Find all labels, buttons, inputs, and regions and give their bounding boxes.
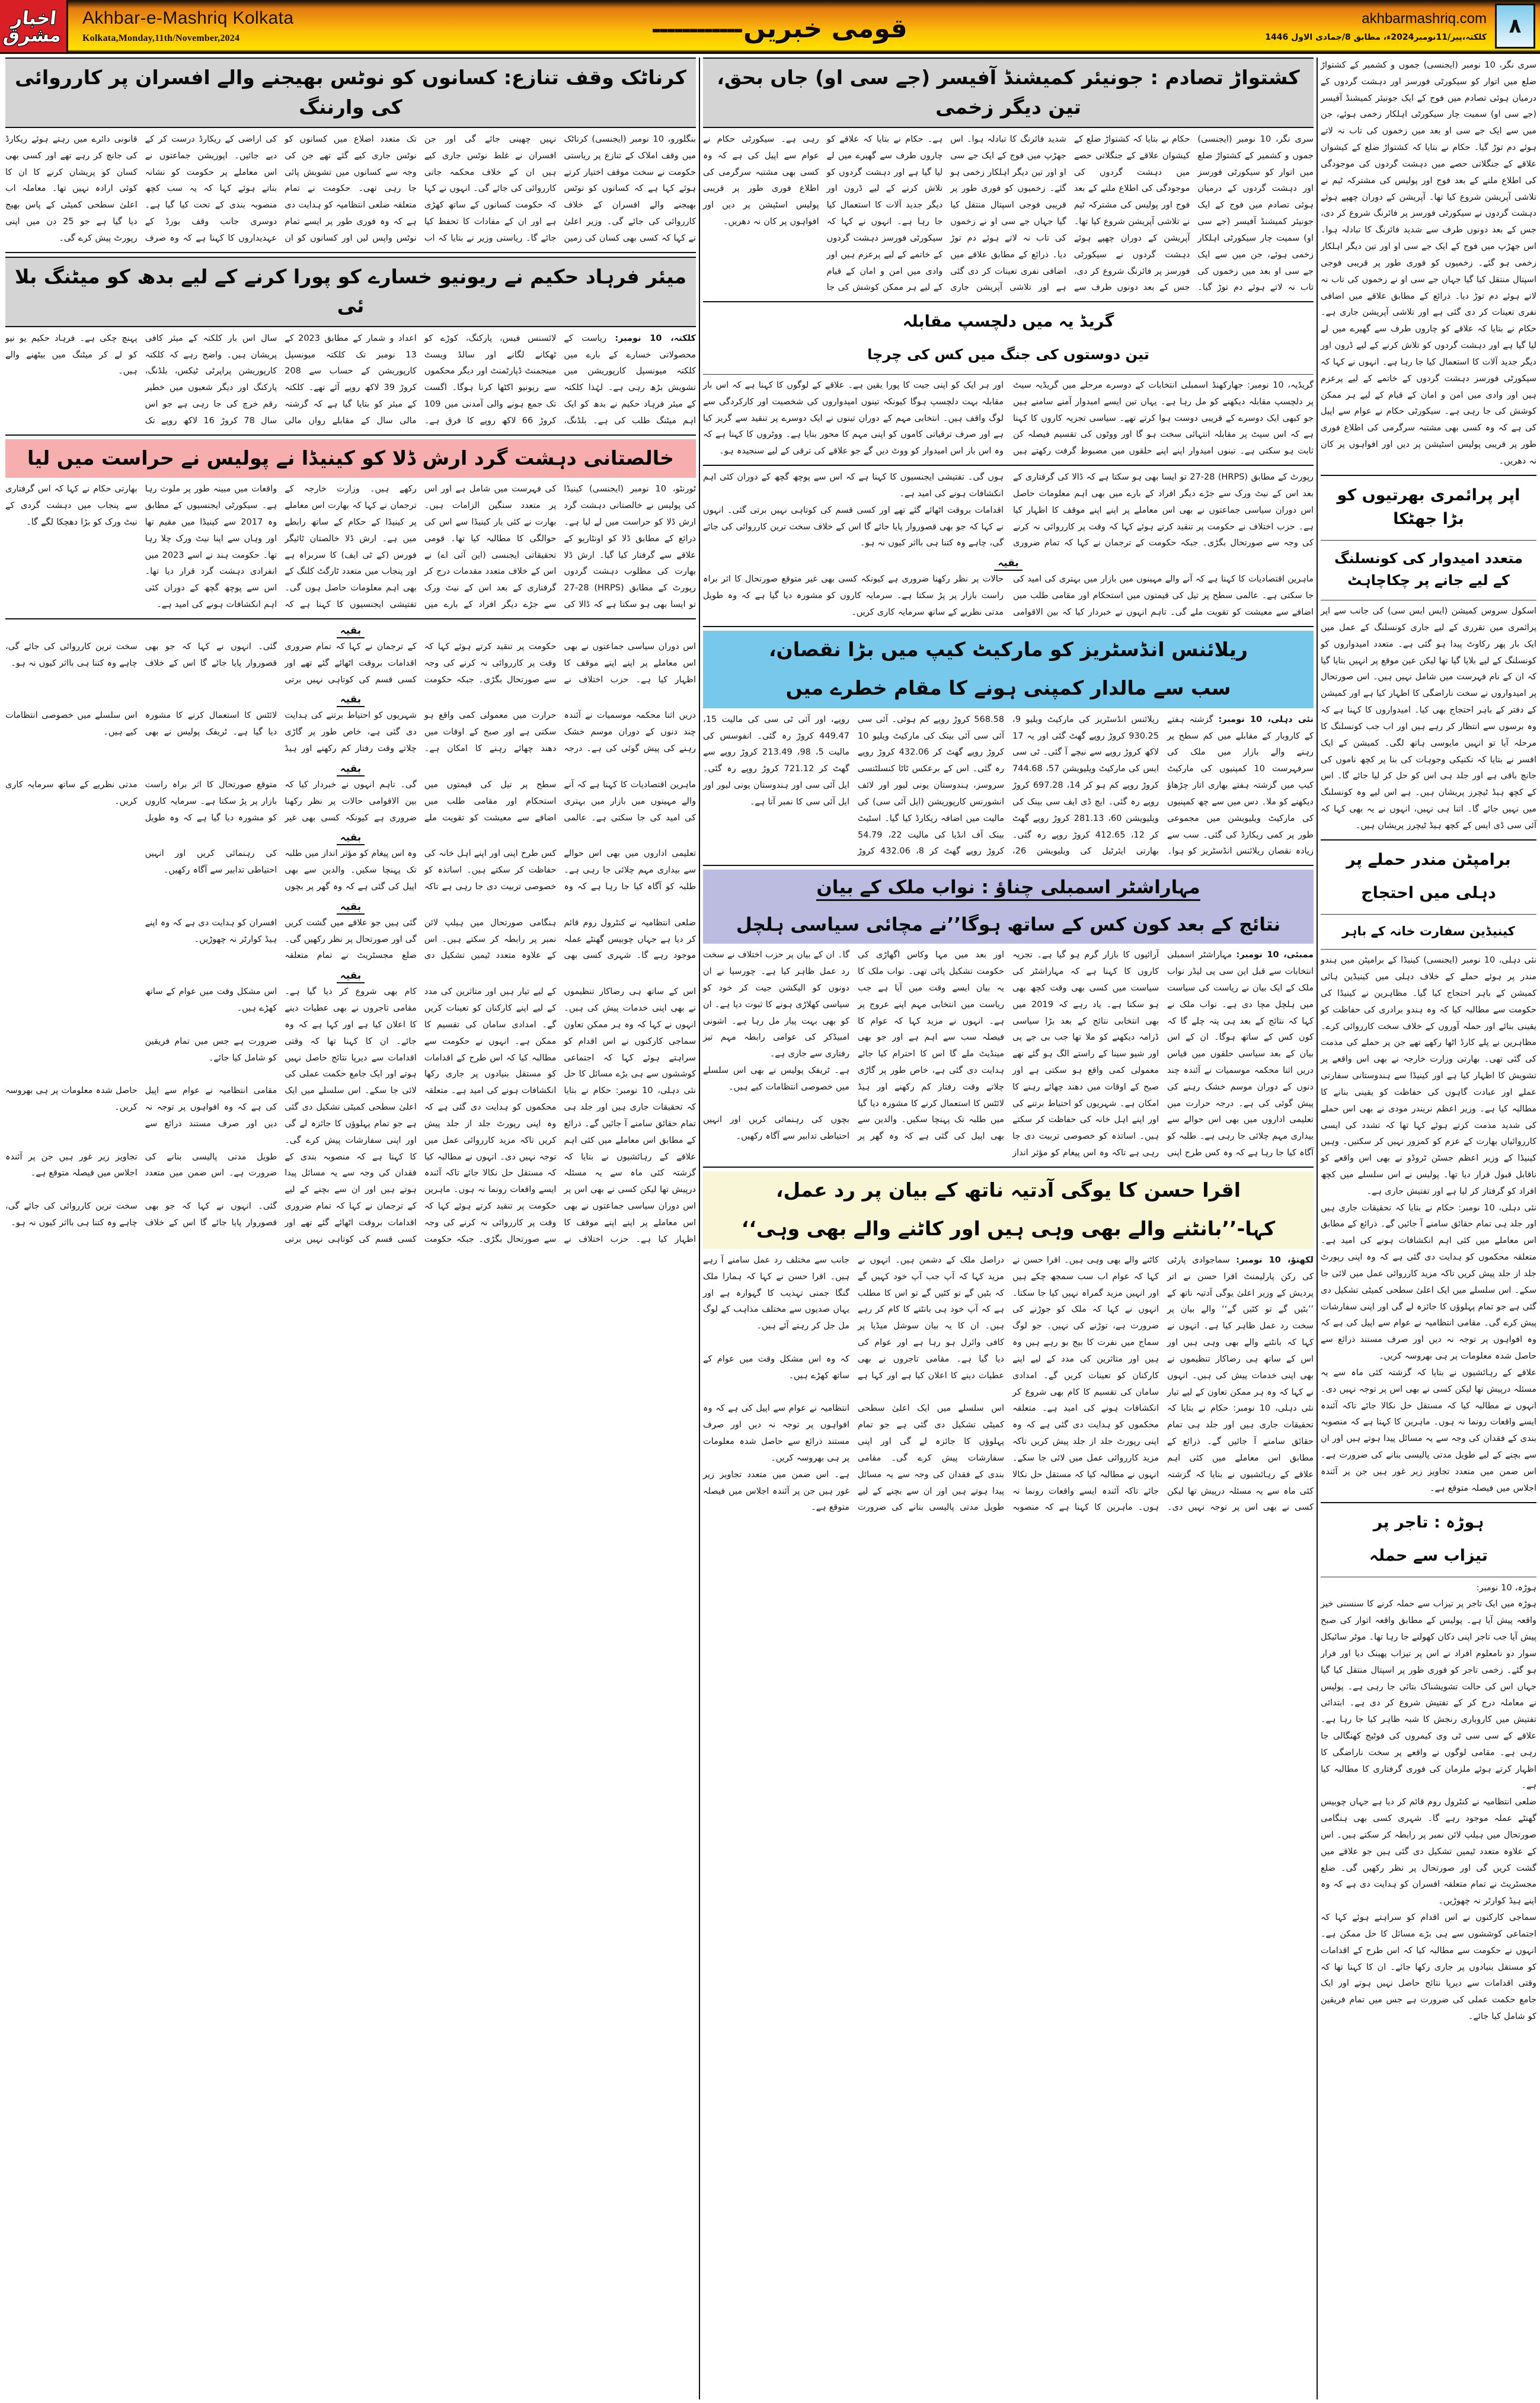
filler-text-c10: اس دوران سیاسی جماعتوں نے بھی اس معاملے پر اپنے اپنے موقف کا اظہار کیا ہے۔ حزب اختلاف نے حکومت پر تنقید کرتے ہوئے کہا کہ وقت پر کارروائی نہ کرنے کی وجہ سے صورتحال بگڑی۔ جبکہ حکومت کے ترجمان نے کہا کہ تمام ضروری اقدامات بروقت اٹھائے گئے تھے اور کسی قسم کی کوتاہی نہیں برتی گئی۔ انہوں نے کہا کہ جو بھی قصوروار پایا جائے گا اس کے خلاف سخت ترین کارروائی کی جائے گی، چاہے وہ کتنا ہی بااثر کیوں نہ ہو۔ (5, 1202, 696, 1244)
article-khalistani (5, 439, 696, 613)
divider (1321, 1502, 1536, 1503)
article-maharashtra-headline-line2: نتائج کے بعد کون کس کے ساتھ ہوگا’’نے مچائی سیاسی ہلچل (703, 907, 1314, 944)
filler-text-b3: دریں اثنا محکمہ موسمیات نے آئندہ چند دنوں کے دوران موسم خشک رہنے کی پیش گوئی کی ہے۔ درجہ حرارت میں معمولی کمی واقع ہو سکتی ہے اور صبح کے اوقات میں دھند چھائے رہنے کا امکان ہے۔ شہریوں کو احتیاط برتنے کی ہدایت دی گئی ہے، خاص طور پر گاڑی چلاتے وقت رفتار کم رکھنے اور ہیڈ لائٹس کا استعمال کرنے کا مشورہ دیا گیا ہے۔ ٹریفک پولیس نے بھی اس سلسلے میں خصوصی انتظامات کیے ہیں۔ (703, 1065, 1314, 1108)
divider (703, 465, 1314, 466)
article-hrps-body: رپورٹ کے مطابق (HRPS) 27-28 تو ایسا بھی ہو سکتا ہے کہ ڈالا کی گرفتاری کے بعد اس کے نیٹ ورک سے جڑے دیگر افراد کے بارے میں بھی اہم معلومات حاصل ہوں گی۔ تفتیشی ایجنسیوں کا کہنا ہے کہ اس سے پوچھ گچھ کے دوران کئی اہم انکشافات ہونے کی امید ہے۔ (703, 472, 1314, 499)
article-khalistani-headline: خالصتانی دہشت گرد ارش ڈلا کو کینیڈا نے پولیس نے حراست میں لیا (5, 439, 696, 478)
article-howrah-headline-line2: تیزاب سے حملہ (1369, 1546, 1488, 1565)
article-iqra-dateline: لکھنؤ، 10 نومبر: (1236, 1255, 1314, 1265)
article-mayor-headline: میئر فرہاد حکیم نے ریونیو خسارے کو پورا کرنے کے لیے بدھ کو میٹنگ بلا ئی (5, 257, 696, 327)
article-maharashtra-dateline: ممبئی، 10 نومبر: (1236, 950, 1314, 960)
article-reliance (703, 631, 1314, 860)
divider (1321, 475, 1536, 476)
article-greater-noida (703, 306, 1314, 460)
filler-text-b6: نئی دہلی، 10 نومبر: حکام نے بتایا کہ تحقیقات جاری ہیں اور جلد ہی تمام حقائق سامنے آ جائیں گے۔ ذرائع کے مطابق اس معاملے میں کئی اہم انکشافات ہونے کی امید ہے۔ متعلقہ محکموں کو ہدایت دی گئی ہے کہ وہ اپنی رپورٹ جلد از جلد پیش کریں تاکہ مزید کارروائی عمل میں لائی جا سکے۔ اس سلسلے میں ایک اعلیٰ سطحی کمیٹی تشکیل دی گئی ہے جو تمام پہلوؤں کا جائزہ لے گی اور اپنی سفارشات پیش کرے گی۔ مقامی انتظامیہ نے عوام سے اپیل کی ہے کہ وہ افواہوں پر توجہ نہ دیں اور صرف مستند ذرائع سے حاصل شدہ معلومات پر ہی بھروسہ کریں۔ (703, 1404, 1314, 1463)
masthead-left (68, 0, 293, 52)
continuation-marker: بقیہ (5, 969, 696, 982)
filler-text-b5: اس کے ساتھ ہی رضاکار تنظیموں نے بھی اپنی خدمات پیش کی ہیں۔ انہوں نے کہا کہ وہ ہر ممکن تعاون کے لیے تیار ہیں اور متاثرین کی مدد کے لیے اپنے کارکنان کو تعینات کریں گے۔ امدادی سامان کی تقسیم کا کام بھی شروع کر دیا گیا ہے۔ مقامی تاجروں نے بھی عطیات دینے کا اعلان کیا ہے اور کہا ہے کہ وہ اس مشکل وقت میں عوام کے ساتھ کھڑے ہیں۔ (703, 1354, 1314, 1397)
divider (1321, 914, 1536, 915)
article-brampton-body: نئی دہلی، 10 نومبر (ایجنسی) کینیڈا کے برامپٹن میں ہندو مندر پر ہوئے حملے کے خلاف دہلی میں کینیڈین ہائی کمیشن کے باہر احتجاج کیا گیا۔ مظاہرین نے کینیڈا کی حکومت سے مطالبہ کیا کہ وہ ہندو برادری کی حفاظت کو یقینی بنائے اور حملہ آوروں کے خلاف سخت کارروائی کرے۔ مظاہرین نے پلے کارڈ اٹھا رکھے تھے جن پر حملے کی مذمت کی گئی تھی۔ بھارتی وزارت خارجہ نے بھی اس واقعے پر تشویش کا اظہار کیا ہے اور کینیڈا سے ہندوستانی سفارتی عملے اور عبادت گاہوں کی حفاظت کو یقینی بنانے کا مطالبہ کیا ہے۔ وزیر اعظم نریندر مودی نے بھی اس حملے کی شدید مذمت کرتے ہوئے کہا تھا کہ تشدد کی ایسی کارروائیاں بھارت کے عزم کو کمزور نہیں کر سکتیں۔ وہیں کینیڈا کے وزیر اعظم جسٹن ٹروڈو نے بھی اس واقعے کو ناقابل قبول قرار دیا تھا۔ پولیس نے اس سلسلے میں کچھ افراد کو گرفتار کر لیا ہے اور تفتیش جاری ہے۔ (1321, 956, 1536, 1196)
filler-text-c7: سماجی کارکنوں نے اس اقدام کو سراہتے ہوئے کہا کہ اجتماعی کوششوں سے ہی بڑے مسائل کا حل ممکن ہے۔ انہوں نے حکومت سے مطالبہ کیا کہ اس طرح کے اقدامات کو مستقل بنیادوں پر جاری رکھا جائے۔ ان کا کہنا تھا کہ وقتی اقدامات سے دیرپا نتائج حاصل نہیں ہوتے اور ایک جامع حکمت عملی کی ضرورت ہے جس میں تمام فریقین کو شامل کیا جائے۔ (145, 1036, 696, 1079)
filler-text-c8: نئی دہلی، 10 نومبر: حکام نے بتایا کہ تحقیقات جاری ہیں اور جلد ہی تمام حقائق سامنے آ جائیں گے۔ ذرائع کے مطابق اس معاملے میں کئی اہم انکشافات ہونے کی امید ہے۔ متعلقہ محکموں کو ہدایت دی گئی ہے کہ وہ اپنی رپورٹ جلد از جلد پیش کریں تاکہ مزید کارروائی عمل میں لائی جا سکے۔ اس سلسلے میں ایک اعلیٰ سطحی کمیٹی تشکیل دی گئی ہے جو تمام پہلوؤں کا جائزہ لے گی اور اپنی سفارشات پیش کرے گی۔ مقامی انتظامیہ نے عوام سے اپیل کی ہے کہ وہ افواہوں پر توجہ نہ دیں اور صرف مستند ذرائع سے حاصل شدہ معلومات پر ہی بھروسہ کریں۔ (5, 1086, 696, 1145)
column-center (703, 57, 1314, 2399)
article-howrah (1321, 1507, 1536, 2025)
column-left (5, 57, 696, 2399)
divider (1321, 949, 1536, 950)
masthead (0, 0, 1540, 54)
article-greater-noida-headline-line2: تین دوستوں کی جنگ میں کس کی چرچا (867, 346, 1149, 363)
article-greater-noida-dateline: گریڈیہ، 10 نومبر: (1247, 380, 1314, 390)
article-upper-primary-subhead: متعدد امیدوار کی کونسلنگ کے لیے جانے پر چکاچاہٹ (1334, 549, 1523, 589)
page-number: ٨ (1509, 14, 1522, 38)
column-divider (1317, 57, 1318, 2399)
article-reliance-body (703, 712, 1314, 860)
article-maharashtra-headline-line1 (703, 870, 1314, 907)
continuation-marker: بقیہ (5, 831, 696, 843)
article-mayor (5, 257, 696, 430)
masthead-dateline-urdu: کلکتہ،پیر/11نومبر2024ء، مطابق 8/جمادی الاول 1446 (1265, 32, 1487, 42)
filler-text-c1: اس دوران سیاسی جماعتوں نے بھی اس معاملے پر اپنے اپنے موقف کا اظہار کیا ہے۔ حزب اختلاف نے حکومت پر تنقید کرتے ہوئے کہا کہ وقت پر کارروائی نہ کرنے کی وجہ سے صورتحال بگڑی۔ جبکہ حکومت کے ترجمان نے کہا کہ تمام ضروری اقدامات بروقت اٹھائے گئے تھے اور کسی قسم کی کوتاہی نہیں برتی گئی۔ انہوں نے کہا کہ جو بھی قصوروار پایا جائے گا اس کے خلاف سخت ترین کارروائی کی جائے گی، چاہے وہ کتنا ہی بااثر کیوں نہ ہو۔ (5, 641, 696, 685)
filler-text-c5: ضلعی انتظامیہ نے کنٹرول روم قائم کر دیا ہے جہاں چوبیس گھنٹے عملہ موجود رہے گا۔ شہری کسی بھی ہنگامی صورتحال میں ہیلپ لائن نمبر پر رابطہ کر سکتے ہیں۔ اس کے علاوہ متعدد ٹیمیں تشکیل دی گئی ہیں جو علاقے میں گشت کریں گی اور صورتحال پر نظر رکھیں گی۔ ضلع مجسٹریٹ نے تمام متعلقہ افسران کو ہدایت دی ہے کہ وہ اپنے ہیڈ کوارٹر نہ چھوڑیں۔ (145, 918, 696, 961)
divider (5, 434, 696, 436)
article-kishtwar (703, 57, 1314, 296)
article-kishtwar-body-right: سری نگر، 10 نومبر (ایجنسی) جموں و کشمیر کے کشتواڑ ضلع میں اتوار کو سیکورٹی فورسز اور دہشت گردوں کے درمیان ہوئی تصادم میں فوج کے ایک جونیئر کمیشنڈ آفیسر (جے سی او) سمیت چار سیکورٹی اہلکار زخمی ہوئے، جن میں سے ایک جے سی او بعد میں زخموں کی تاب نہ لاتے ہوئے دم توڑ گیا۔ حکام نے بتایا کہ کشتواڑ ضلع کے کیشوان علاقے کے جنگلاتی حصے میں دہشت گردوں کی موجودگی کی اطلاع ملنے کے بعد فوج اور پولیس کی مشترکہ ٹیم نے تلاشی آپریشن شروع کیا تھا۔ آپریشن کے دوران چھپے ہوئے دہشت گردوں نے سیکورٹی فورسز پر فائرنگ شروع کر دی، جس کے بعد دونوں طرف سے شدید فائرنگ کا تبادلہ ہوا۔ اس جھڑپ میں فوج کے ایک جے سی او اور تین دیگر اہلکار زخمی ہو گئے۔ زخمیوں کو فوری طور پر قریبی فوجی اسپتال منتقل کیا گیا جہاں جے سی او نے زخموں کی تاب نہ لاتے ہوئے دم توڑ دیا۔ ذرائع کے مطابق علاقے میں اضافی نفری تعینات کر دی گئی ہے اور تلاشی آپریشن جاری ہے۔ حکام نے بتایا کہ علاقے کو چاروں طرف سے گھیرے میں لے لیا گیا ہے اور دہشت گردوں کو تلاش کرنے کے لیے ڈرون اور دیگر جدید آلات کا استعمال کیا جا رہا ہے۔ انہوں نے کہا کہ سیکورٹی فورسز دہشت گردوں کے خاتمے کے لیے پرعزم ہیں اور وادی میں امن و امان کے قیام کے لیے ہر ممکن کوشش کی جا رہی ہے۔ سیکورٹی حکام نے عوام سے اپیل کی ہے کہ وہ کسی بھی مشتبہ سرگرمی کی اطلاع فوری طور پر قریبی پولیس اسٹیشن پر دیں اور افواہوں پر کان نہ دھریں۔ (1321, 60, 1536, 466)
continuation-marker: بقیہ (5, 900, 696, 913)
article-khalistani-body: ٹورنٹو، 10 نومبر (ایجنسی) کینیڈا کی پولیس نے خالصتانی دہشت گرد ارش ڈلا کو حراست میں لے لیا ہے۔ ذرائع کے مطابق ڈلا کو اونٹاریو کے علاقے سے گرفتار کیا گیا۔ ارش ڈلا بھارت کی مطلوب دہشت گردوں کی فہرست میں شامل ہے اور اس پر متعدد سنگین الزامات ہیں۔ بھارت نے کئی بار کینیڈا سے اس کی حوالگی کا مطالبہ کیا تھا۔ قومی تحقیقاتی ایجنسی (این آئی اے) نے اس کے خلاف متعدد مقدمات درج کر رکھے ہیں۔ وزارت خارجہ کے ترجمان نے کہا کہ بھارت اس معاملے پر کینیڈا کے حکام کے ساتھ رابطے میں ہے۔ ارش ڈلا خالصتان ٹائیگر فورس (کے ٹی ایف) کا سربراہ ہے اور پنجاب میں متعدد ٹارگٹ کلنگ کے واقعات میں مبینہ طور پر ملوث رہا ہے۔ سیکورٹی ایجنسیوں کے مطابق وہ 2017 سے کینیڈا میں مقیم تھا اور وہاں سے اپنا نیٹ ورک چلا رہا تھا۔ حکومت ہند نے اسے 2023 میں انفرادی دہشت گرد قرار دیا تھا۔ بھارتی حکام نے کہا کہ اس گرفتاری سے پنجاب میں دہشت گردی کے نیٹ ورک کو بڑا دھچکا لگے گا۔ (5, 484, 696, 577)
article-howrah-body: ہوڑہ میں ایک تاجر پر تیزاب سے حملہ کرنے کا سنسنی خیز واقعہ پیش آیا ہے۔ پولیس کے مطابق واقعہ اتوار کی صبح پیش آیا جب تاجر اپنی دکان کھولنے جا رہا تھا۔ موٹر سائیکل سوار دو نامعلوم افراد نے اس پر تیزاب پھینک دیا اور فرار ہو گئے۔ زخمی تاجر کو فوری طور پر اسپتال منتقل کیا گیا جہاں اس کی حالت تشویشناک بتائی جا رہی ہے۔ پولیس نے معاملہ درج کر کے تفتیش شروع کر دی ہے۔ ابتدائی تفتیش میں کاروباری رنجش کا شبہ ظاہر کیا جا رہا ہے۔ علاقے کے سی سی ٹی وی کیمروں کی فوٹیج کھنگالی جا رہی ہے۔ مقامی لوگوں نے واقعے پر سخت ناراضگی کا اظہار کرتے ہوئے ملزمان کی فوری گرفتاری کا مطالبہ کیا ہے۔ (1321, 1599, 1536, 1791)
article-iqra-headline-line1: اقرا حسن کا یوگی آدتیہ ناتھ کے بیان پر رد عمل، (703, 1171, 1314, 1210)
article-upper-primary-body: اسکول سروس کمیشن (ایس ایس سی) کی جانب سے اپر پرائمری میں تقرری کے لیے جاری کونسلنگ کے عمل میں ایک بار پھر رکاوٹ پیدا ہو گئی ہے۔ متعدد امیدواروں کو کونسلنگ کے لیے بلایا گیا تھا لیکن عین موقع پر انہیں بتایا گیا کہ ان کے نام فہرست میں شامل نہیں ہیں۔ اس صورتحال پر امیدواروں نے سخت ناراضگی کا اظہار کیا ہے اور کمیشن کے دفتر کے باہر احتجاج بھی کیا۔ امیدواروں کا کہنا ہے کہ وہ برسوں سے انتظار کر رہے ہیں اور اب جب کونسلنگ کا مرحلہ آیا تو انہیں مایوسی ہاتھ لگی۔ کمیشن کے ایک افسر نے بتایا کہ تکنیکی وجوہات کی بنا پر کچھ ناموں کی جانچ باقی ہے اور جلد ہی اس کو حل کر لیا جائے گا۔ اس کے کچھ ہیڈ ٹیچرز پریشان ہیں۔ ہے اس لیے وہ کونسلنگ میں نہیں جائے گا۔ اتنا ہی نہیں، انہوں نے یہ بھی کہا کہ آئی سی ڈی ایس کے کچھ ہیڈ ٹیچرز پریشان ہیں۔ (1321, 606, 1536, 830)
article-reliance-headline-line1: ریلائنس انڈسٹریز کو مارکیٹ کیپ میں بڑا نقصان، (703, 631, 1314, 670)
filler-text-a4: سماجی کارکنوں نے اس اقدام کو سراہتے ہوئے کہا کہ اجتماعی کوششوں سے ہی بڑے مسائل کا حل ممکن ہے۔ انہوں نے حکومت سے مطالبہ کیا کہ اس طرح کے اقدامات کو مستقل بنیادوں پر جاری رکھا جائے۔ ان کا کہنا تھا کہ وقتی اقدامات سے دیرپا نتائج حاصل نہیں ہوتے اور ایک جامع حکمت عملی کی ضرورت ہے جس میں تمام فریقین کو شامل کیا جائے۔ (1321, 1913, 1536, 2022)
article-reliance-dateline: نئی دہلی، 10 نومبر: (1218, 714, 1314, 724)
continuation-block-1 (5, 624, 696, 1248)
continuation-marker: بقیہ (5, 693, 696, 705)
divider (5, 252, 696, 253)
article-maharashtra (703, 870, 1314, 1162)
continuation-marker: بقیہ (5, 624, 696, 637)
filler-text-b1: اس دوران سیاسی جماعتوں نے بھی اس معاملے پر اپنے اپنے موقف کا اظہار کیا ہے۔ حزب اختلاف نے حکومت پر تنقید کرتے ہوئے کہا کہ وقت پر کارروائی نہ کرنے کی وجہ سے صورتحال بگڑی۔ جبکہ حکومت کے ترجمان نے کہا کہ تمام ضروری اقدامات بروقت اٹھائے گئے تھے اور کسی قسم کی کوتاہی نہیں برتی گئی۔ انہوں نے کہا کہ جو بھی قصوروار پایا جائے گا اس کے خلاف سخت ترین کارروائی کی جائے گی، چاہے وہ کتنا ہی بااثر کیوں نہ ہو۔ (703, 505, 1314, 548)
filler-text-b7: علاقے کے رہائشیوں نے بتایا کہ گزشتہ کئی ماہ سے یہ مسئلہ درپیش تھا لیکن کسی نے بھی اس پر توجہ نہیں دی۔ انہوں نے مطالبہ کیا کہ مستقل حل نکالا جائے تاکہ آئندہ ایسے واقعات رونما نہ ہوں۔ ماہرین کا کہنا ہے کہ منصوبہ بندی کے فقدان کی وجہ سے یہ مسائل پیدا ہوتے ہیں اور ان سے بچنے کے لیے طویل مدتی پالیسی بنانے کی ضرورت ہے۔ اس ضمن میں متعدد تجاویز زیر غور ہیں جن پر آئندہ اجلاس میں فیصلہ متوقع ہے۔ (703, 1469, 1314, 1513)
article-karnataka-body: بنگلورو، 10 نومبر (ایجنسی) کرناٹک میں وقف املاک کے تنازع پر ریاستی حکومت نے سخت موقف اختیار کرتے ہوئے کہا ہے کہ کسانوں کو نوٹس بھیجنے والے افسران کے خلاف کارروائی کی جائے گی۔ وزیر اعلیٰ نے کہا کہ کسی بھی کسان کی زمین نہیں چھینی جائے گی اور جن افسران نے غلط نوٹس جاری کیے ہیں ان کے خلاف محکمہ جاتی کارروائی کی جائے گی۔ انہوں نے کہا کہ حکومت کسانوں کے ساتھ کھڑی ہے اور ان کے مفادات کا تحفظ کیا جائے گا۔ ریاستی وزیر نے بتایا کہ اب تک متعدد اضلاع میں کسانوں کو نوٹس جاری کیے گئے تھے جن کی وجہ سے کسانوں میں تشویش پائی جا رہی تھی۔ حکومت نے تمام متعلقہ ضلعی انتظامیہ کو ہدایت دی ہے کہ وہ فوری طور پر ایسے تمام نوٹس واپس لیں اور کسانوں کو ان کی اراضی کے ریکارڈ درست کر کے دیے جائیں۔ اپوزیشن جماعتوں نے اس معاملے پر حکومت کو نشانہ بناتے ہوئے کہا کہ یہ سب کچھ منصوبہ بندی کے تحت کیا گیا ہے۔ دوسری جانب وقف بورڈ کے عہدیداروں کا کہنا ہے کہ وہ صرف قانونی دائرے میں رہتے ہوئے ریکارڈ کی جانچ کر رہے تھے اور کسی بھی کسان کو پریشان کرنے کا ان کا کوئی ارادہ نہیں تھا۔ معاملہ اب اعلیٰ سطحی کمیٹی کے پاس بھیج دیا گیا ہے جو 25 دن میں اپنی رپورٹ پیش کرے گی۔ (5, 135, 696, 243)
article-greater-noida-text: جھارکھنڈ اسمبلی انتخابات کے دوسرے مرحلے میں گریڈیہ سیٹ پر دلچسپ مقابلہ دیکھنے کو مل رہا ہے۔ یہاں تین ایسے امیدوار آمنے سامنے ہیں جو کبھی ایک دوسرے کے قریبی دوست ہوا کرتے تھے۔ سیاسی تجزیہ کاروں کا کہنا ہے کہ اس سیٹ پر مقابلہ انتہائی سخت ہو گا اور ووٹوں کی تقسیم فیصلہ کن ثابت ہو سکتی ہے۔ تینوں امیدوار اپنے اپنے حلقوں میں مضبوط گرفت رکھتے ہیں اور ہر ایک کو اپنی جیت کا پورا یقین ہے۔ علاقے کے لوگوں کا کہنا ہے کہ اس بار مقابلہ بہت دلچسپ ہوگا کیونکہ تینوں امیدواروں کی شخصیت اور کارکردگی سے لوگ واقف ہیں۔ انتخابی مہم کے دوران تینوں نے ایک دوسرے پر تنقید سے گریز کیا ہے اور صرف ترقیاتی کاموں کو اپنی مہم کا محور بنایا ہے۔ ووٹروں کا کہنا ہے کہ وہ اس بار اس امیدوار کو ووٹ دیں گے جو علاقے کی ترقی کے لیے سنجیدہ ہو۔ (703, 380, 1314, 456)
filler-text-b4: تعلیمی اداروں میں بھی اس حوالے سے بیداری مہم چلائی جا رہی ہے۔ طلبہ کو آگاہ کیا جا رہا ہے کہ وہ کس طرح اپنی اور اپنے اہل خانہ کی حفاظت کر سکتے ہیں۔ اساتذہ کو خصوصی تربیت دی جا رہی ہے تاکہ وہ اس پیغام کو مؤثر انداز میں طلبہ تک پہنچا سکیں۔ والدین سے بھی اپیل کی گئی ہے کہ وہ گھر پر بچوں کی رہنمائی کریں اور انہیں احتیاطی تدابیر سے آگاہ رکھیں۔ (703, 1115, 1314, 1158)
article-hrps-continuation (703, 469, 1314, 621)
article-reliance-headline-line2: سب سے مالدار کمپنی ہونے کا مقام خطرے میں (703, 669, 1314, 708)
divider (703, 374, 1314, 375)
divider (703, 865, 1314, 866)
article-maharashtra-headline-line1-text: مہاراشٹر اسمبلی چناؤ : نواب ملک کے بیان (816, 877, 1200, 901)
article-upper-primary (1321, 480, 1536, 835)
article-greater-noida-headline-line1: گریڈ یہ میں دلچسپ مقابلہ (902, 312, 1114, 331)
article-maharashtra-body (703, 947, 1314, 1063)
masthead-right (1265, 0, 1495, 52)
filler-text-c4: تعلیمی اداروں میں بھی اس حوالے سے بیداری مہم چلائی جا رہی ہے۔ طلبہ کو آگاہ کیا جا رہا ہے کہ وہ کس طرح اپنی اور اپنے اہل خانہ کی حفاظت کر سکتے ہیں۔ اساتذہ کو خصوصی تربیت دی جا رہی ہے تاکہ وہ اس پیغام کو مؤثر انداز میں طلبہ تک پہنچا سکیں۔ والدین سے بھی اپیل کی گئی ہے کہ وہ گھر پر بچوں کی رہنمائی کریں اور انہیں احتیاطی تدابیر سے آگاہ رکھیں۔ (145, 849, 696, 891)
article-kishtwar-body: سری نگر، 10 نومبر (ایجنسی) جموں و کشمیر کے کشتواڑ ضلع میں اتوار کو سیکورٹی فورسز اور دہشت گردوں کے درمیان ہوئی تصادم میں فوج کے ایک جونیئر کمیشنڈ آفیسر (جے سی او) سمیت چار سیکورٹی اہلکار زخمی ہوئے، جن میں سے ایک جے سی او بعد میں زخموں کی تاب نہ لاتے ہوئے دم توڑ گیا۔ حکام نے بتایا کہ کشتواڑ ضلع کے کیشوان علاقے کے جنگلاتی حصے میں دہشت گردوں کی موجودگی کی اطلاع ملنے کے بعد فوج اور پولیس کی مشترکہ ٹیم نے تلاشی آپریشن شروع کیا تھا۔ آپریشن کے دوران چھپے ہوئے دہشت گردوں نے سیکورٹی فورسز پر فائرنگ شروع کر دی، جس کے بعد دونوں طرف سے شدید فائرنگ کا تبادلہ ہوا۔ اس جھڑپ میں فوج کے ایک جے سی او اور تین دیگر اہلکار زخمی ہو گئے۔ زخمیوں کو فوری طور پر قریبی فوجی اسپتال منتقل کیا گیا جہاں جے سی او نے زخموں کی تاب نہ لاتے ہوئے دم توڑ دیا۔ ذرائع کے مطابق علاقے میں اضافی نفری تعینات کر دی گئی ہے اور تلاشی آپریشن جاری ہے۔ حکام نے بتایا کہ علاقے کو چاروں طرف سے گھیرے میں لے لیا گیا ہے اور دہشت گردوں کو تلاش کرنے کے لیے ڈرون اور دیگر جدید آلات کا استعمال کیا جا رہا ہے۔ انہوں نے کہا کہ سیکورٹی فورسز دہشت گردوں کے خاتمے کے لیے پرعزم ہیں اور وادی میں امن و امان کے قیام کے لیے ہر ممکن کوشش کی جا رہی ہے۔ سیکورٹی حکام نے عوام سے اپیل کی ہے کہ وہ کسی بھی مشتبہ سرگرمی کی اطلاع فوری طور پر قریبی پولیس اسٹیشن پر دیں اور افواہوں پر کان نہ دھریں۔ (703, 135, 1314, 293)
article-howrah-dateline: ہوڑہ، 10 نومبر: (1476, 1583, 1536, 1593)
article-iqra-headline-line2: کہا-’’بانٹنے والے بھی وہی ہیں اور کاٹنے والے بھی وہی‘‘ (703, 1210, 1314, 1249)
article-mayor-text: ریاست کے محصولاتی خسارے کے بارے میں کلکتہ میونسپل کارپوریشن میں تشویش بڑھ رہی ہے۔ لہٰذا کلکتہ کے میئر فرہاد حکیم نے بدھ کو ایک اہم میٹنگ طلب کی ہے۔ بلڈنگ، لائسنس فیس، پارکنگ، کوڑے کو ٹھکانے لگانے اور سالڈ ویسٹ مینجمنٹ ڈپارٹمنٹ اور دیگر محکموں سے ریونیو اکٹھا کرنا ہوگا۔ اگست تک جمع ہونے والی آمدنی میں 109 کروڑ 66 لاکھ روپے کا فرق ہے۔ اعداد و شمار کے مطابق 2023 کے 13 نومبر تک کلکتہ میونسپل کارپوریشن کے حساب سے 208 کروڑ 39 لاکھ روپے آئے تھے۔ کلکتہ کے میئر کو بتایا گیا ہے کہ گزشتہ مالی سال کے مقابلے رواں مالی سال اس بار کلکتہ کے میئر کافی پریشان ہیں۔ واضح رہے کہ کلکتہ کارپوریشن پراپرٹی ٹیکس، بلڈنگ، پارکنگ اور دیگر شعبوں میں خطیر رقم خرچ کی جا رہی ہے جو اس سال 78 کروڑ 16 لاکھ روپے تک پہنچ چکی ہے۔ فرہاد حکیم یو نیو کو لے کر میٹنگ میں بیٹھنے والے ہیں۔ (5, 333, 696, 426)
article-mayor-body (5, 331, 696, 430)
filler-text-c2: دریں اثنا محکمہ موسمیات نے آئندہ چند دنوں کے دوران موسم خشک رہنے کی پیش گوئی کی ہے۔ درجہ حرارت میں معمولی کمی واقع ہو سکتی ہے اور صبح کے اوقات میں دھند چھائے رہنے کا امکان ہے۔ شہریوں کو احتیاط برتنے کی ہدایت دی گئی ہے، خاص طور پر گاڑی چلاتے وقت رفتار کم رکھنے اور ہیڈ لائٹس کا استعمال کرنے کا مشورہ دیا گیا ہے۔ ٹریفک پولیس نے بھی اس سلسلے میں خصوصی انتظامات کیے ہیں۔ (5, 711, 696, 754)
article-karnataka (5, 57, 696, 247)
masthead-logo[interactable] (0, 0, 68, 52)
divider (5, 618, 696, 619)
filler-text-b2: ماہرین اقتصادیات کا کہنا ہے کہ آنے والے مہینوں میں بازار میں بہتری کی امید کی جا سکتی ہے۔ عالمی سطح پر تیل کی قیمتوں میں استحکام اور مقامی طلب میں اضافے سے معیشت کو تقویت ملے گی۔ تاہم انہوں نے خبردار کیا کہ بین الاقوامی حالات پر نظر رکھنا ضروری ہے کیونکہ کسی بھی غیر متوقع صورتحال کا اثر براہ راست بازار پر پڑ سکتا ہے۔ سرمایہ کاروں کو مشورہ دیا گیا ہے کہ وہ طویل مدتی نظریے کے ساتھ سرمایہ کاری کریں۔ (703, 574, 1314, 617)
column-right-narrow (1321, 57, 1536, 2399)
filler-text-a1: نئی دہلی، 10 نومبر: حکام نے بتایا کہ تحقیقات جاری ہیں اور جلد ہی تمام حقائق سامنے آ جائیں گے۔ ذرائع کے مطابق اس معاملے میں کئی اہم انکشافات ہونے کی امید ہے۔ متعلقہ محکموں کو ہدایت دی گئی ہے کہ وہ اپنی رپورٹ جلد از جلد پیش کریں تاکہ مزید کارروائی عمل میں لائی جا سکے۔ اس سلسلے میں ایک اعلیٰ سطحی کمیٹی تشکیل دی گئی ہے جو تمام پہلوؤں کا جائزہ لے گی اور اپنی سفارشات پیش کرے گی۔ مقامی انتظامیہ نے عوام سے اپیل کی ہے کہ وہ افواہوں پر توجہ نہ دیں اور صرف مستند ذرائع سے حاصل شدہ معلومات پر ہی بھروسہ کریں۔ (1321, 1203, 1536, 1362)
article-greater-noida-body (703, 378, 1314, 460)
masthead-center (293, 0, 1265, 52)
divider (703, 301, 1314, 302)
filler-text-a3: ضلعی انتظامیہ نے کنٹرول روم قائم کر دیا ہے جہاں چوبیس گھنٹے عملہ موجود رہے گا۔ شہری کسی بھی ہنگامی صورتحال میں ہیلپ لائن نمبر پر رابطہ کر سکتے ہیں۔ اس کے علاوہ متعدد ٹیمیں تشکیل دی گئی ہیں جو علاقے میں گشت کریں گی اور صورتحال پر نظر رکھیں گی۔ ضلع مجسٹریٹ نے تمام متعلقہ افسران کو ہدایت دی ہے کہ وہ اپنے ہیڈ کوارٹر نہ چھوڑیں۔ (1321, 1797, 1536, 1906)
article-maharashtra-text: مہاراشٹر اسمبلی انتخابات سے قبل این سی پی لیڈر نواب ملک کے ایک بیان نے ریاست کی سیاست میں ہلچل مچا دی ہے۔ نواب ملک نے کہا کہ نتائج کے بعد ہی پتہ چلے گا کہ کون کس کے ساتھ ہوگا۔ ان کے اس بیان کے بعد سیاسی حلقوں میں قیاس آرائیوں کا بازار گرم ہو گیا ہے۔ تجزیہ کاروں کا کہنا ہے کہ مہاراشٹر کی سیاست میں کسی بھی وقت کچھ بھی ہو سکتا ہے۔ یاد رہے کہ 2019 میں بھی انتخابی نتائج کے بعد بڑا سیاسی ڈرامہ دیکھنے کو ملا تھا جب بی جے پی اور شیو سینا کے راستے الگ ہو گئے تھے اور بعد میں مہا وکاس اگھاڑی کی حکومت تشکیل پائی تھی۔ نواب ملک کا یہ بیان ایسے وقت میں آیا ہے جب ریاست میں انتخابی مہم اپنے عروج پر ہے۔ انہوں نے مزید کہا کہ عوام کا فیصلہ سب سے اہم ہے اور جو بھی مینڈیٹ ملے گا اس کا احترام کیا جائے گا۔ ان کے بیان پر حزب اختلاف نے سخت رد عمل ظاہر کیا ہے۔ چورسیا نے ان دونوں کو الیکشن جیت کر خود کو سیاسی کھلاڑی ہونے کا ثبوت دیا ہے۔ ان کو بھی بہت پیار مل رہا ہے۔ اشونی امبیڈکر کی عوامی رابطہ مہم تیز رفتاری سے جاری ہے۔ (703, 950, 1314, 1059)
article-karnataka-headline: کرناٹک وقف تنازع: کسانوں کو نوٹس بھیجنے والے افسران پر کارروائی کی وارننگ (5, 57, 696, 128)
article-brampton (1321, 844, 1536, 1497)
article-brampton-subhead: کینیڈین سفارت خانہ کے باہر (1342, 924, 1515, 938)
article-howrah-headline-line1: ہوڑہ : تاجر پر (1373, 1513, 1484, 1532)
page-body (0, 54, 1540, 2403)
section-title-urdu: قومی خبریں (743, 13, 908, 44)
article-hrps-note: رپورٹ کے مطابق (HRPS) 27-28 تو ایسا بھی ہو سکتا ہے کہ ڈالا کی گرفتاری کے بعد اس کے نیٹ ورک سے جڑے دیگر افراد کے بارے میں بھی اہم معلومات حاصل ہوں گی۔ تفتیشی ایجنسیوں کا کہنا ہے کہ اس سے پوچھ گچھ کے دوران کئی اہم انکشافات ہونے کی امید ہے۔ (145, 583, 696, 610)
website-url[interactable]: akhbarmashriq.com (1362, 10, 1487, 27)
filler-text-a2: علاقے کے رہائشیوں نے بتایا کہ گزشتہ کئی ماہ سے یہ مسئلہ درپیش تھا لیکن کسی نے بھی اس پر توجہ نہیں دی۔ انہوں نے مطالبہ کیا کہ مستقل حل نکالا جائے تاکہ آئندہ ایسے واقعات رونما نہ ہوں۔ ماہرین کا کہنا ہے کہ منصوبہ بندی کے فقدان کی وجہ سے یہ مسائل پیدا ہوتے ہیں اور ان سے بچنے کے لیے طویل مدتی پالیسی بنانے کی ضرورت ہے۔ اس ضمن میں متعدد تجاویز زیر غور ہیں جن پر آئندہ اجلاس میں فیصلہ متوقع ہے۔ (1321, 1367, 1536, 1493)
filler-text-c6: اس کے ساتھ ہی رضاکار تنظیموں نے بھی اپنی خدمات پیش کی ہیں۔ انہوں نے کہا کہ وہ ہر ممکن تعاون کے لیے تیار ہیں اور متاثرین کی مدد کے لیے اپنے کارکنان کو تعینات کریں گے۔ امدادی سامان کی تقسیم کا کام بھی شروع کر دیا گیا ہے۔ مقامی تاجروں نے بھی عطیات دینے کا اعلان کیا ہے اور کہا ہے کہ وہ اس مشکل وقت میں عوام کے ساتھ کھڑے ہیں۔ (145, 987, 696, 1030)
section-title-dashes: ------------ (651, 15, 742, 43)
divider (703, 626, 1314, 627)
article-brampton-headline-line1: برامپٹن مندر حملے پر (1346, 850, 1511, 869)
article-mayor-dateline: کلکتہ، 10 نومبر: (615, 333, 696, 343)
divider (1321, 540, 1536, 541)
article-iqra-body (703, 1252, 1314, 1351)
continuation-marker: بقیہ (703, 557, 1314, 569)
filler-text-c9: علاقے کے رہائشیوں نے بتایا کہ گزشتہ کئی ماہ سے یہ مسئلہ درپیش تھا لیکن کسی نے بھی اس پر توجہ نہیں دی۔ انہوں نے مطالبہ کیا کہ مستقل حل نکالا جائے تاکہ آئندہ ایسے واقعات رونما نہ ہوں۔ ماہرین کا کہنا ہے کہ منصوبہ بندی کے فقدان کی وجہ سے یہ مسائل پیدا ہوتے ہیں اور ان سے بچنے کے لیے طویل مدتی پالیسی بنانے کی ضرورت ہے۔ اس ضمن میں متعدد تجاویز زیر غور ہیں جن پر آئندہ اجلاس میں فیصلہ متوقع ہے۔ (5, 1152, 696, 1195)
article-iqra-text: سماجوادی پارٹی کی رکن پارلیمنٹ اقرا حسن نے اتر پردیش کے وزیر اعلیٰ یوگی آدتیہ ناتھ کے ’’بٹیں گے تو کٹیں گے‘‘ والے بیان پر سخت رد عمل ظاہر کیا ہے۔ انہوں نے کہا کہ بانٹنے والے بھی وہی ہیں اور کاٹنے والے بھی وہی ہیں۔ اقرا حسن نے کہا کہ عوام اب سب سمجھ چکے ہیں اور انہیں مزید گمراہ نہیں کیا جا سکتا۔ انہوں نے کہا کہ ملک کو جوڑنے کی ضرورت ہے، توڑنے کی نہیں۔ جو لوگ سماج میں نفرت کا بیج بو رہے ہیں وہ دراصل ملک کے دشمن ہیں۔ انہوں نے مزید کہا کہ آپ جب آپ خود کہیں گے کہ بٹیں گے تو کٹیں گے تو اس کا مطلب ہے کہ آپ خود ہی بانٹنے کا کام کر رہے ہیں۔ ان کا یہ بیان سوشل میڈیا پر کافی وائرل ہو رہا ہے اور عوام کی جانب سے مختلف رد عمل سامنے آ رہے ہیں۔ اقرا حسن نے کہا کہ ہمارا ملک گنگا جمنی تہذیب کا گہوارہ ہے اور یہاں صدیوں سے مختلف مذاہب کے لوگ مل جل کر رہتے آئے ہیں۔ (703, 1255, 1314, 1348)
filler-text-c3: ماہرین اقتصادیات کا کہنا ہے کہ آنے والے مہینوں میں بازار میں بہتری کی امید کی جا سکتی ہے۔ عالمی سطح پر تیل کی قیمتوں میں استحکام اور مقامی طلب میں اضافے سے معیشت کو تقویت ملے گی۔ تاہم انہوں نے خبردار کیا کہ بین الاقوامی حالات پر نظر رکھنا ضروری ہے کیونکہ کسی بھی غیر متوقع صورتحال کا اثر براہ راست بازار پر پڑ سکتا ہے۔ سرمایہ کاروں کو مشورہ دیا گیا ہے کہ وہ طویل مدتی نظریے کے ساتھ سرمایہ کاری کریں۔ (5, 779, 696, 823)
logo-urdu-text: اخبار مشرق (2, 7, 63, 46)
page-number-box (1495, 4, 1535, 49)
masthead-title-en: Akhbar-e-Mashriq Kolkata (82, 8, 294, 28)
article-reliance-text: گزشتہ ہفتے کے کاروبار کے مقابلے میں کم سطح پر رہنے والے بازار میں ملک کی سرفہرست 10 کمپنیوں کی مارکیٹ کیپ میں گزشتہ ہفتے بھاری اتار چڑھاؤ دیکھنے کو ملا۔ دس میں سے چھ کمپنیوں کی مارکیٹ ویلیویشن میں مجموعی طور پر کمی ریکارڈ کی گئی۔ سب سے زیادہ نقصان ریلائنس انڈسٹریز کو ہوا۔ ریلائنس انڈسٹریز کی مارکیٹ ویلیو 9، 930.25 کروڑ روپے گھٹ گئی اور یہ 17 لاکھ کروڑ روپے سے نیچے آ گئی۔ ٹی سی ایس کی مارکیٹ ویلیویشن 57، 744.68 کروڑ روپے کم ہو کر 14، 697.28 کروڑ روپے رہ گئی۔ ایچ ڈی ایف سی بینک کی ویلیویشن 60، 281.13 کروڑ روپے گھٹ کر 12، 412.65 کروڑ روپے رہ گئی۔ بھارتی ایئرٹیل کی ویلیویشن 26، 568.58 کروڑ روپے کم ہوئی۔ آئی سی آئی سی آئی بینک کی مارکیٹ ویلیو 10 کروڑ روپے گھٹ کر 432.06 کروڑ روپے رہ گئی۔ اس کے برعکس ٹاٹا کنسلٹنسی سروسز، ہندوستان یونی لیور اور لائف انشورنس کارپوریشن (ایل آئی سی) کی مالیت میں اضافہ ریکارڈ کیا گیا۔ اسٹیٹ بینک آف انڈیا کی مالیت 22، 54.79 کروڑ روپے گھٹ کر 8، 432.06 کروڑ روپے، اور آئی ٹی سی کی مالیت 15، 449.47 کروڑ رہ گئی۔ انفوسس کی مالیت 5، 98، 213.49 کروڑ روپے سے گھٹ کر 721.12 کروڑ روپے رہ گئی۔ ایل آئی سی اور ہندوستان یونی لیور اور ایل آئی سی کا نمبر آتا ہے۔ (703, 714, 1314, 857)
article-upper-primary-headline: اپر پرائمری بھرتیوں کو بڑا جھٹکا (1337, 485, 1520, 529)
article-kishtwar-right-slice (1321, 57, 1536, 470)
masthead-dateline-en: Kolkata,Monday,11th/November,2024 (82, 33, 240, 43)
article-kishtwar-headline: کشتواڑ تصادم : جونیئر کمیشنڈ آفیسر (جے سی او) جاں بحق، تین دیگر زخمی (703, 57, 1314, 128)
continuation-marker: بقیہ (5, 762, 696, 775)
divider (703, 1167, 1314, 1168)
column-divider (699, 57, 700, 2399)
article-brampton-headline-line2: دہلی میں احتجاج (1361, 884, 1496, 903)
article-iqra-hasan (703, 1171, 1314, 1516)
divider (1321, 839, 1536, 841)
